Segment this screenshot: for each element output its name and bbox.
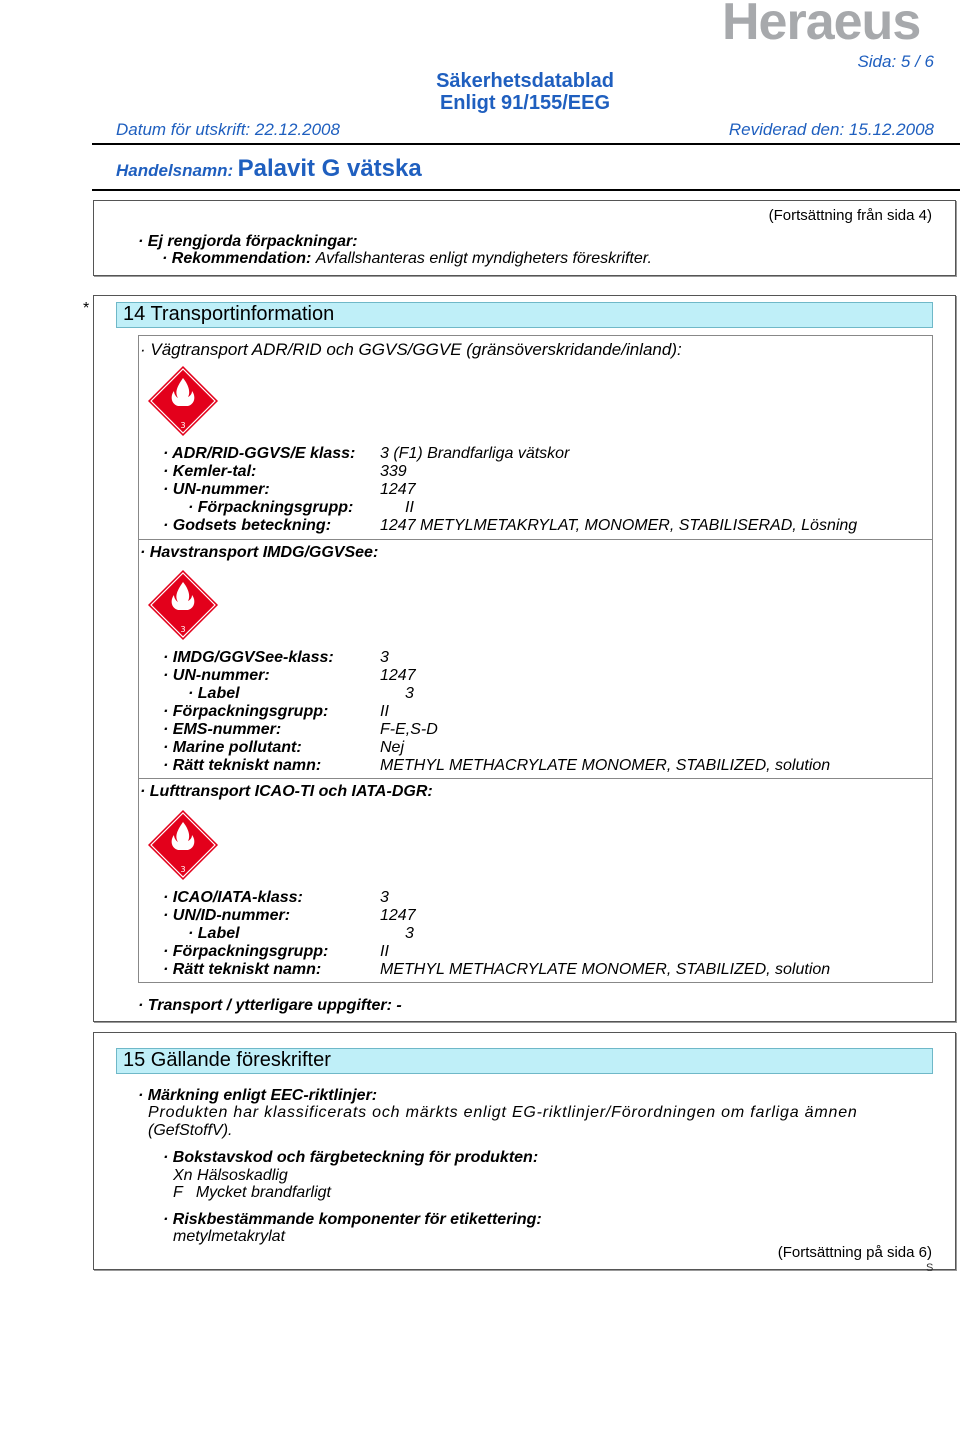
sea-class-value: 3 [380, 649, 389, 666]
flammable-diamond-road-icon [148, 366, 218, 436]
heraeus-logo: Heraeus [722, 0, 921, 51]
air-name-value: METHYL METHACRYLATE MONOMER, STABILIZED, solution [380, 961, 831, 978]
air-name-label: · Rätt tekniskt namn: [163, 961, 322, 978]
marking-label: · Märkning enligt EEC-riktlinjer: [138, 1087, 378, 1104]
air-un-label: · UN/ID-nummer: [163, 907, 291, 924]
road-kemler-value: 339 [380, 463, 407, 480]
corner-mark: S [926, 1262, 934, 1274]
risk-label: · Riskbestämmande komponenter för etikettering: [163, 1211, 542, 1228]
air-un-value: 1247 [380, 907, 416, 924]
risk-value: metylmetakrylat [173, 1228, 286, 1245]
road-un-label: · UN-nummer: [163, 481, 270, 498]
transport-extra: · Transport / ytterligare uppgifter: - [138, 997, 402, 1014]
code-f: F Mycket brandfarligt [173, 1184, 331, 1201]
header-rule-bottom [92, 189, 960, 191]
sea-title: · Havstransport IMDG/GGVSee: [140, 544, 379, 561]
road-goods-value: 1247 METYLMETAKRYLAT, MONOMER, STABILISERAD, Lösning [380, 517, 858, 534]
flammable-diamond-sea-icon [148, 570, 218, 640]
sea-class-label: · IMDG/GGVSee-klass: [163, 649, 334, 666]
trade-name: Palavit G vätska [237, 155, 422, 182]
trade-name-line [116, 155, 422, 185]
hazard-class-number: 3 [180, 625, 186, 634]
section-14-title: 14 Transportinformation [116, 302, 933, 328]
marking-text1: Produkten har klassificerats och märkts enligt EG-riktlinjer/Förordningen om farliga ämnen [148, 1104, 858, 1121]
sea-mp-value: Nej [380, 739, 405, 756]
sea-name-label: · Rätt tekniskt namn: [163, 757, 322, 774]
air-title: · Lufttransport ICAO-TI och IATA-DGR: [140, 783, 433, 800]
print-date: Datum för utskrift: 22.12.2008 [116, 120, 340, 139]
air-label-value: 3 [405, 925, 414, 942]
continued-on: (Fortsättning på sida 6) [777, 1244, 932, 1261]
road-pg-value: II [405, 499, 414, 516]
page-number: Sida: 5 / 6 [857, 52, 934, 71]
road-title: · Vägtransport ADR/RID och GGVS/GGVE (gränsöverskridande/inland): [140, 340, 682, 359]
sea-ems-value: F-E,S-D [380, 721, 438, 738]
sea-name-value: METHYL METHACRYLATE MONOMER, STABILIZED, solution [380, 757, 831, 774]
prev-line1: · Ej rengjorda förpackningar: [138, 233, 358, 250]
section-15-title: 15 Gällande föreskrifter [116, 1048, 933, 1074]
air-class-label: · ICAO/IATA-klass: [163, 889, 303, 906]
sea-label-label: · Label [188, 685, 240, 702]
header-rule-top [92, 143, 960, 145]
revised-date: Reviderad den: 15.12.2008 [728, 120, 934, 139]
sea-un-value: 1247 [380, 667, 416, 684]
flammable-diamond-air-icon [148, 810, 218, 880]
sea-ems-label: · EMS-nummer: [163, 721, 282, 738]
road-class-label: · ADR/RID-GGVS/E klass: [163, 445, 356, 462]
doc-title: Säkerhetsdatablad [436, 70, 614, 92]
continued-from: (Fortsättning från sida 4) [768, 207, 932, 224]
air-pg-label: · Förpackningsgrupp: [163, 943, 329, 960]
recommendation-value: Avfallshanteras enligt myndigheters föreskrifter. [315, 250, 652, 267]
road-pg-label: · Förpackningsgrupp: [188, 499, 354, 516]
recommendation-label: · Rekommendation: [162, 250, 312, 267]
trade-name-label: Handelsnamn: [116, 161, 234, 180]
road-kemler-label: · Kemler-tal: [163, 463, 257, 480]
prev-line2 [162, 250, 652, 268]
change-star: * [83, 300, 90, 317]
code-label: · Bokstavskod och färgbeteckning för produkten: [163, 1149, 539, 1166]
sea-label-value: 3 [405, 685, 414, 702]
sea-un-label: · UN-nummer: [163, 667, 270, 684]
marking-text2: (GefStoffV). [148, 1122, 233, 1139]
road-un-value: 1247 [380, 481, 416, 498]
air-label-label: · Label [188, 925, 240, 942]
air-pg-value: II [380, 943, 389, 960]
road-class-value: 3 (F1) Brandfarliga vätskor [380, 445, 570, 462]
road-goods-label: · Godsets beteckning: [163, 517, 332, 534]
sea-mp-label: · Marine pollutant: [163, 739, 302, 756]
code-xn: Xn Hälsoskadlig [173, 1167, 288, 1184]
doc-subtitle: Enligt 91/155/EEG [439, 92, 611, 114]
hazard-class-number: 3 [180, 865, 186, 874]
sea-pg-value: II [380, 703, 389, 720]
sea-pg-label: · Förpackningsgrupp: [163, 703, 329, 720]
air-class-value: 3 [380, 889, 389, 906]
hazard-class-number: 3 [180, 421, 186, 430]
